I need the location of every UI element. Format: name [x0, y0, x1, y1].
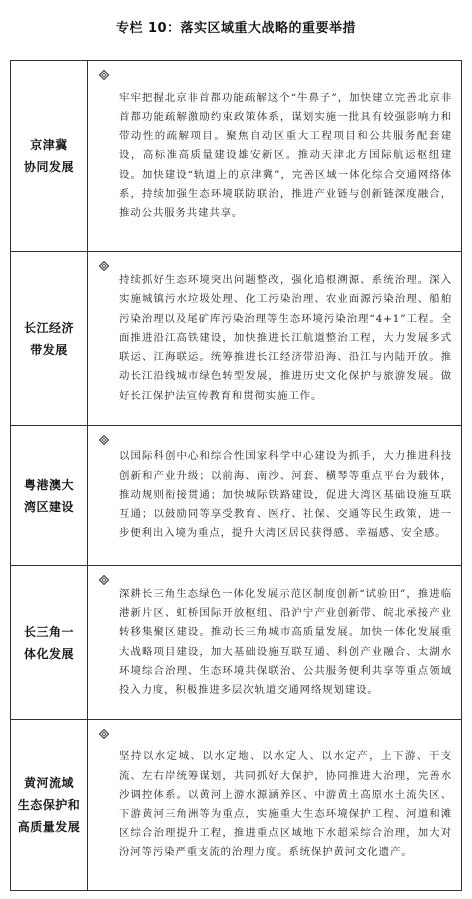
table-row	[11, 252, 462, 426]
row-label-line: 带发展	[30, 342, 68, 357]
table-row	[11, 426, 462, 566]
row-text: 以国际科创中心和综合性国家科学中心建设为抓手，大力推进科技创新和产业升级；以前海、南沙、河套、横琴等重点平台为载体，推动规则衔接贯通；加快城际铁路建设，促进大湾区基础设施互联互通；以鼓励同等享受教育、医疗、社保、交通等民生政策，进一步便利出入境为重点，提升大湾区居民获得感、幸福感、安全感。	[119, 450, 452, 540]
row-label-line: 粤港澳大	[23, 477, 74, 492]
row-label-line: 生态保护和	[17, 798, 81, 812]
table-row	[11, 720, 462, 891]
diamond-bullet-icon	[99, 729, 109, 739]
row-label-line: 体化发展	[23, 646, 74, 661]
row-label-line: 黄河流域	[23, 776, 74, 790]
row-label	[11, 426, 88, 566]
table-row	[11, 61, 462, 252]
diamond-bullet-icon	[99, 261, 109, 271]
row-content	[88, 252, 462, 426]
column-title: 专栏 10：落实区域重大战略的重要举措	[115, 21, 357, 36]
row-label	[11, 720, 88, 891]
row-label	[11, 61, 88, 252]
row-text: 持续抓好生态环境突出问题整改，强化追根溯源、系统治理。深入实施城镇污水垃圾处理、化工污染治理、农业面源污染治理、船舶污染治理以及尾矿库污染治理等生态环境污染治理“4+1”工程。全面推进沿江高铁建设，加快推进长江航道整治工程，大力发展多式联运、江海联运。统筹推进长江经济带沿海、沿江与内陆开放。推动长江沿线城市绿色转型发展，推进历史文化保护与旅游发展。做好长江保护法宣传教育和贯彻实施工作。	[119, 274, 452, 402]
row-label	[11, 252, 88, 426]
row-text: 坚持以水定城、以水定地、以水定人、以水定产，上下游、干支流、左右岸统筹谋划，共同抓好大保护，协同推进大治理，完善水沙调控体系。以黄河上游水源涵养区、中游黄土高原水土流失区、下游黄河三角洲等为重点，实施重大生态环境保护工程、河道和滩区综合治理提升工程，推进重点区域地下水超采综合治理，加大对汾河等污染严重支流的治理力度。系统保护黄河文化遗产。	[119, 750, 452, 859]
row-label-line: 长江经济	[23, 320, 74, 335]
row-content	[88, 61, 462, 252]
row-label-line: 高质量发展	[17, 820, 81, 834]
diamond-bullet-icon	[99, 70, 109, 80]
row-label-line: 协同发展	[23, 160, 74, 174]
row-label-line: 京津冀	[30, 138, 68, 152]
table-row	[11, 566, 462, 720]
row-text: 牢牢把握北京非首都功能疏解这个“牛鼻子”，加快建立完善北京非首都功能疏解激励约束政策体系，谋划实施一批具有较强影响力和带动性的疏解项目。聚焦自动区重大工程项目和公共服务配套建设，高标准高质量建设雄安新区。推动天津北方国际航运枢纽建设。加快建设“轨道上的京津冀”，完善区域一体化综合交通网络体系，持续加强生态环境联防联治，推进产业链与创新链深度融合，推动公共服务共建共享。	[119, 91, 452, 219]
row-text: 深耕长三角生态绿色一体化发展示范区制度创新“试验田”，推进临港新片区、虹桥国际开放枢纽、沿沪宁产业创新带、皖北承接产业转移集聚区建设。推动长三角城市高质量发展。加快一体化发展重大战略项目建设，加大基础设施互联互通、科创产业融合、太湖水环境综合治理、生态环境共保联治、公共服务便利共享等重点领域投入力度，积极推进多层次轨道交通网络规划建设。	[119, 587, 452, 696]
row-label	[11, 566, 88, 720]
row-label-line: 长三角一	[23, 624, 74, 639]
row-content	[88, 426, 462, 566]
row-content	[88, 566, 462, 720]
diamond-bullet-icon	[99, 435, 109, 445]
diamond-bullet-icon	[99, 575, 109, 585]
row-label-line: 湾区建设	[23, 499, 74, 514]
measures-table	[10, 60, 462, 891]
row-content	[88, 720, 462, 891]
